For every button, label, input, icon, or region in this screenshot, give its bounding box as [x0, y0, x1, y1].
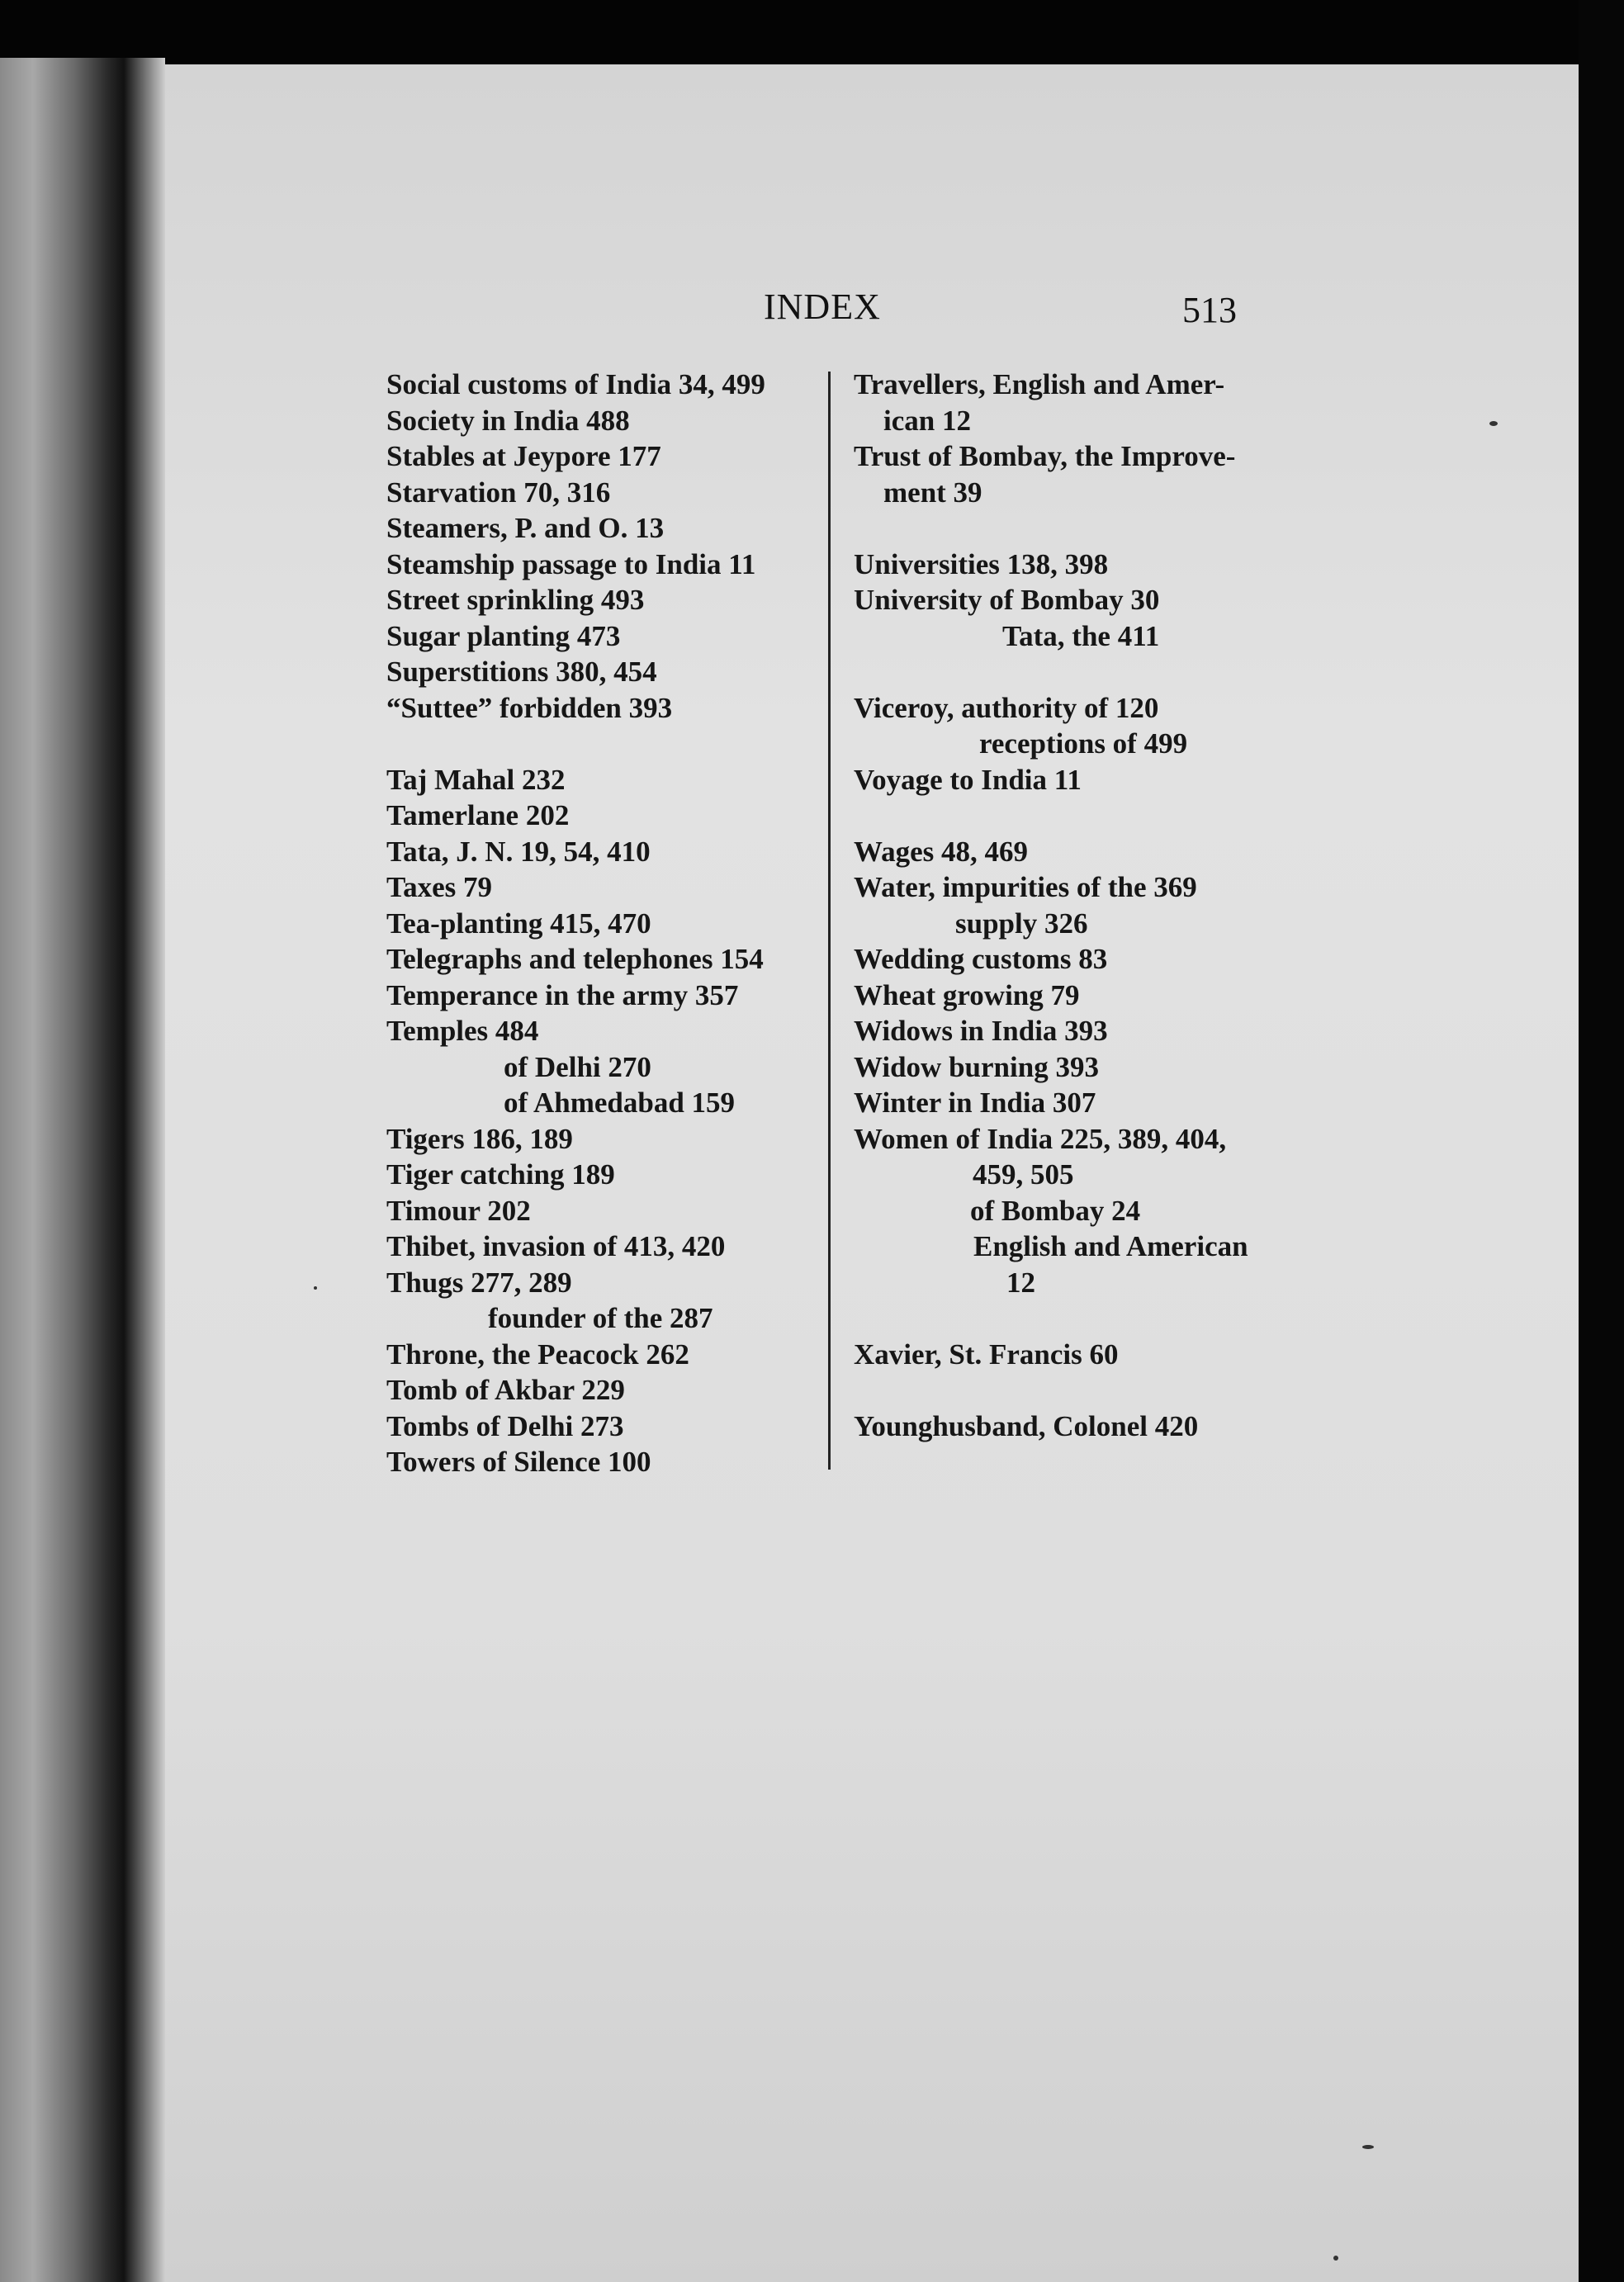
index-entry: Wages 48, 469: [854, 835, 1028, 868]
index-entry: Towers of Silence 100: [386, 1446, 651, 1478]
scan-speck: [1489, 421, 1498, 426]
scan-right-border: [1579, 0, 1624, 2282]
index-entry: Wedding customs 83: [854, 943, 1108, 975]
book-spine: [0, 58, 165, 2282]
index-entry: Viceroy, authority of 120: [854, 691, 1159, 724]
column-divider: [828, 372, 831, 1470]
index-entry: Winter in India 307: [854, 1087, 1096, 1119]
section-gap: [854, 1372, 1316, 1408]
index-entry: Tamerlane 202: [386, 799, 570, 831]
index-entry: Steamship passage to India 11: [386, 547, 756, 580]
index-entry: Tombs of Delhi 273: [386, 1409, 624, 1442]
index-subentry: English and American: [973, 1230, 1248, 1262]
scan-top-border: [0, 0, 1624, 66]
index-subentry: of Delhi 270: [504, 1050, 651, 1083]
index-entry: Social customs of India 34, 499: [386, 368, 765, 400]
index-entry: Tomb of Akbar 229: [386, 1374, 625, 1406]
index-entry-continuation: ment 39: [883, 476, 982, 509]
index-entry: Younghusband, Colonel 420: [854, 1409, 1199, 1442]
scan-speck: [314, 1286, 317, 1290]
index-entry: Thugs 277, 289: [386, 1266, 572, 1299]
index-entry: Water, impurities of the 369: [854, 871, 1197, 903]
index-entry: Taxes 79: [386, 871, 493, 903]
section-gap: [386, 726, 824, 762]
index-entry: Voyage to India 11: [854, 763, 1082, 796]
index-entry-continuation: 459, 505: [973, 1158, 1074, 1191]
index-entry: Temples 484: [386, 1015, 539, 1047]
index-entry: Women of India 225, 389, 404,: [854, 1122, 1227, 1155]
section-gap: [854, 798, 1316, 834]
running-head-title: INDEX: [764, 286, 881, 327]
index-entry-continuation: ican 12: [883, 404, 971, 437]
page-sheet: [165, 64, 1579, 2282]
index-entry: Temperance in the army 357: [386, 978, 739, 1011]
index-entry: Wheat growing 79: [854, 978, 1080, 1011]
index-entry: “Suttee” forbidden 393: [386, 691, 673, 724]
index-entry: Street sprinkling 493: [386, 584, 645, 616]
index-entry: Tigers 186, 189: [386, 1122, 573, 1155]
index-column-right: [854, 367, 1316, 1444]
index-entry: Tata, J. N. 19, 54, 410: [386, 835, 651, 868]
section-gap: [854, 654, 1316, 690]
index-entry: Thibet, invasion of 413, 420: [386, 1230, 726, 1262]
index-subentry: Tata, the 411: [1002, 619, 1160, 652]
scan-speck: [1333, 2256, 1338, 2261]
index-entry: Widows in India 393: [854, 1015, 1108, 1047]
index-subentry: of Bombay 24: [970, 1194, 1141, 1227]
index-entry: Travellers, English and Amer-: [854, 368, 1225, 400]
section-gap: [854, 1300, 1316, 1337]
index-entry: Tea-planting 415, 470: [386, 907, 651, 940]
index-entry: Starvation 70, 316: [386, 476, 611, 509]
index-subentry: receptions of 499: [979, 727, 1188, 760]
index-entry: Timour 202: [386, 1194, 531, 1227]
index-entry: Stables at Jeypore 177: [386, 440, 661, 472]
index-entry: Universities 138, 398: [854, 547, 1109, 580]
index-entry-continuation: 12: [1006, 1266, 1035, 1299]
index-entry: Trust of Bombay, the Improve-: [854, 440, 1236, 472]
index-entry: Sugar planting 473: [386, 619, 621, 652]
index-entry: Tiger catching 189: [386, 1158, 615, 1191]
index-column-left: [386, 367, 824, 1480]
index-entry: Superstitions 380, 454: [386, 656, 657, 688]
index-subentry: of Ahmedabad 159: [504, 1087, 736, 1119]
index-subentry: supply 326: [955, 907, 1088, 940]
section-gap: [854, 510, 1316, 547]
index-entry: Telegraphs and telephones 154: [386, 943, 764, 975]
index-entry: Throne, the Peacock 262: [386, 1337, 689, 1371]
scan-speck: [1362, 2145, 1374, 2149]
index-entry: University of Bombay 30: [854, 584, 1160, 616]
index-entry: Steamers, P. and O. 13: [386, 512, 665, 544]
index-entry: Xavier, St. Francis 60: [854, 1337, 1119, 1371]
index-entry: Widow burning 393: [854, 1050, 1099, 1083]
index-subentry: founder of the 287: [488, 1302, 713, 1334]
page-number: 513: [1182, 290, 1237, 330]
index-entry: Taj Mahal 232: [386, 763, 566, 796]
index-entry: Society in India 488: [386, 404, 630, 437]
